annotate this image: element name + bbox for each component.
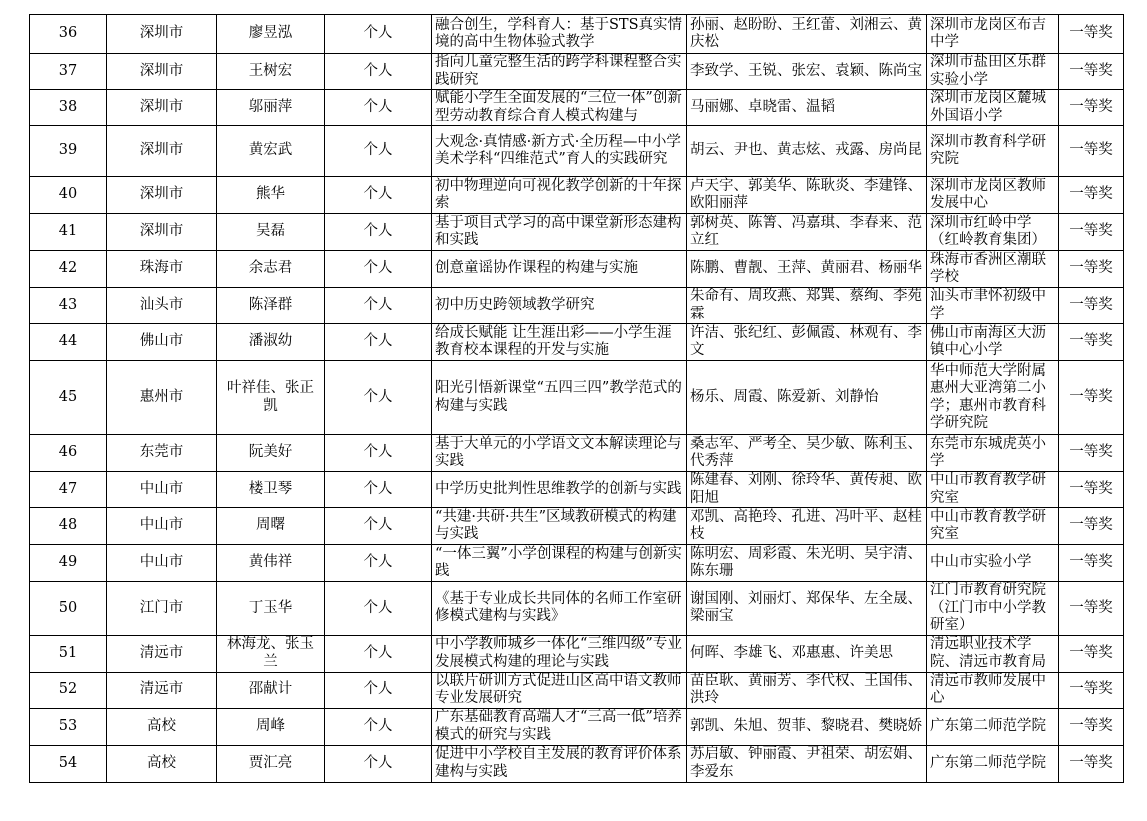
- unit-cell: 汕头市聿怀初级中学: [927, 288, 1059, 324]
- city-cell: 深圳市: [107, 15, 217, 54]
- applicant-cell: 周曙: [217, 508, 325, 545]
- award-cell: 一等奖: [1059, 214, 1124, 251]
- city-cell: 中山市: [107, 472, 217, 508]
- applicant-cell: 陈泽群: [217, 288, 325, 324]
- members-cell: 许洁、张纪红、彭佩霞、林观有、李文: [687, 324, 927, 361]
- unit-cell: 深圳市盐田区乐群实验小学: [927, 54, 1059, 90]
- table-body: [30, 15, 1124, 783]
- applicant-cell: 楼卫琴: [217, 472, 325, 508]
- project-title-cell: 融合创生，学科育人：基于STS真实情境的高中生物体验式教学: [432, 15, 687, 54]
- project-title-cell: 中学历史批判性思维教学的创新与实践: [432, 472, 687, 508]
- award-cell: 一等奖: [1059, 708, 1124, 745]
- city-cell: 江门市: [107, 582, 217, 636]
- table-row: [30, 582, 1124, 636]
- city-cell: 珠海市: [107, 251, 217, 288]
- row-number: 41: [30, 214, 107, 251]
- type-cell: 个人: [325, 288, 432, 324]
- row-number: 39: [30, 126, 107, 177]
- award-cell: 一等奖: [1059, 435, 1124, 472]
- table-row: [30, 177, 1124, 214]
- unit-cell: 广东第二师范学院: [927, 745, 1059, 782]
- members-cell: 陈建春、刘刚、徐玲华、黄传昶、欧阳旭: [687, 472, 927, 508]
- award-cell: 一等奖: [1059, 635, 1124, 672]
- members-cell: 桑志军、严考全、吴少敏、陈利玉、代秀萍: [687, 435, 927, 472]
- award-cell: 一等奖: [1059, 472, 1124, 508]
- award-cell: 一等奖: [1059, 324, 1124, 361]
- unit-cell: 东莞市东城虎英小学: [927, 435, 1059, 472]
- award-cell: 一等奖: [1059, 745, 1124, 782]
- table-row: [30, 708, 1124, 745]
- applicant-cell: 王树宏: [217, 54, 325, 90]
- table-row: [30, 214, 1124, 251]
- row-number: 53: [30, 708, 107, 745]
- type-cell: 个人: [325, 177, 432, 214]
- row-number: 40: [30, 177, 107, 214]
- row-number: 48: [30, 508, 107, 545]
- table-row: [30, 545, 1124, 582]
- city-cell: 清远市: [107, 635, 217, 672]
- applicant-cell: 廖昱泓: [217, 15, 325, 54]
- applicant-cell: 黄伟祥: [217, 545, 325, 582]
- table-row: [30, 472, 1124, 508]
- members-cell: 郭凯、朱旭、贺菲、黎晓君、樊晓娇: [687, 708, 927, 745]
- project-title-cell: 广东基础教育高端人才“三高一低”培养模式的研究与实践: [432, 708, 687, 745]
- unit-cell: 深圳市红岭中学（红岭教育集团）: [927, 214, 1059, 251]
- project-title-cell: 基于项目式学习的高中课堂新形态建构和实践: [432, 214, 687, 251]
- row-number: 54: [30, 745, 107, 782]
- applicant-cell: 叶祥佳、张正凯: [217, 361, 325, 435]
- city-cell: 高校: [107, 745, 217, 782]
- unit-cell: 深圳市龙岗区布吉中学: [927, 15, 1059, 54]
- unit-cell: 江门市教育研究院（江门市中小学教研室）: [927, 582, 1059, 636]
- applicant-cell: 阮美好: [217, 435, 325, 472]
- award-table: [29, 14, 1124, 783]
- award-cell: 一等奖: [1059, 545, 1124, 582]
- table-row: [30, 126, 1124, 177]
- type-cell: 个人: [325, 745, 432, 782]
- applicant-cell: 贾汇亮: [217, 745, 325, 782]
- award-cell: 一等奖: [1059, 361, 1124, 435]
- table-row: [30, 288, 1124, 324]
- type-cell: 个人: [325, 708, 432, 745]
- award-cell: 一等奖: [1059, 126, 1124, 177]
- type-cell: 个人: [325, 361, 432, 435]
- city-cell: 深圳市: [107, 54, 217, 90]
- type-cell: 个人: [325, 251, 432, 288]
- row-number: 42: [30, 251, 107, 288]
- members-cell: 何晖、李雄飞、邓惠惠、许美思: [687, 635, 927, 672]
- members-cell: 胡云、尹也、黄志炫、戎露、房尚昆: [687, 126, 927, 177]
- unit-cell: 清远职业技术学院、清远市教育局: [927, 635, 1059, 672]
- type-cell: 个人: [325, 15, 432, 54]
- applicant-cell: 黄宏武: [217, 126, 325, 177]
- city-cell: 深圳市: [107, 90, 217, 126]
- award-cell: 一等奖: [1059, 508, 1124, 545]
- row-number: 37: [30, 54, 107, 90]
- row-number: 43: [30, 288, 107, 324]
- members-cell: 谢国刚、刘丽灯、郑保华、左全晟、梁丽宝: [687, 582, 927, 636]
- applicant-cell: 丁玉华: [217, 582, 325, 636]
- city-cell: 惠州市: [107, 361, 217, 435]
- city-cell: 汕头市: [107, 288, 217, 324]
- row-number: 45: [30, 361, 107, 435]
- city-cell: 中山市: [107, 508, 217, 545]
- row-number: 46: [30, 435, 107, 472]
- project-title-cell: 《基于专业成长共同体的名师工作室研修模式建构与实践》: [432, 582, 687, 636]
- table-row: [30, 435, 1124, 472]
- unit-cell: 珠海市香洲区潮联学校: [927, 251, 1059, 288]
- unit-cell: 中山市教育教学研究室: [927, 472, 1059, 508]
- members-cell: 马丽娜、卓晓雷、温韬: [687, 90, 927, 126]
- table-row: [30, 15, 1124, 54]
- project-title-cell: 初中历史跨领域教学研究: [432, 288, 687, 324]
- unit-cell: 佛山市南海区大沥镇中心小学: [927, 324, 1059, 361]
- members-cell: 朱命有、周玫燕、郑巽、蔡绚、李苑霖: [687, 288, 927, 324]
- award-cell: 一等奖: [1059, 90, 1124, 126]
- type-cell: 个人: [325, 635, 432, 672]
- row-number: 44: [30, 324, 107, 361]
- award-cell: 一等奖: [1059, 15, 1124, 54]
- row-number: 38: [30, 90, 107, 126]
- row-number: 51: [30, 635, 107, 672]
- award-cell: 一等奖: [1059, 288, 1124, 324]
- table-row: [30, 54, 1124, 90]
- table-row: [30, 672, 1124, 708]
- unit-cell: 深圳市龙岗区麓城外国语小学: [927, 90, 1059, 126]
- applicant-cell: 周峰: [217, 708, 325, 745]
- type-cell: 个人: [325, 435, 432, 472]
- project-title-cell: “共建·共研·共生”区域教研模式的构建与实践: [432, 508, 687, 545]
- table-row: [30, 324, 1124, 361]
- applicant-cell: 潘淑幼: [217, 324, 325, 361]
- row-number: 47: [30, 472, 107, 508]
- project-title-cell: 中小学教师城乡一体化“三维四级”专业发展模式构建的理论与实践: [432, 635, 687, 672]
- unit-cell: 清远市教师发展中心: [927, 672, 1059, 708]
- unit-cell: 深圳市教育科学研究院: [927, 126, 1059, 177]
- row-number: 49: [30, 545, 107, 582]
- unit-cell: 华中师范大学附属惠州大亚湾第二小学；惠州市教育科学研究院: [927, 361, 1059, 435]
- members-cell: 杨乐、周霞、陈爱新、刘静怡: [687, 361, 927, 435]
- project-title-cell: 赋能小学生全面发展的“三位一体”创新型劳动教育综合育人模式构建与: [432, 90, 687, 126]
- applicant-cell: 林海龙、张玉兰: [217, 635, 325, 672]
- table-row: [30, 745, 1124, 782]
- project-title-cell: 基于大单元的小学语文文本解读理论与实践: [432, 435, 687, 472]
- award-cell: 一等奖: [1059, 582, 1124, 636]
- row-number: 52: [30, 672, 107, 708]
- table-row: [30, 361, 1124, 435]
- members-cell: 陈明宏、周彩霞、朱光明、吴宇清、陈东珊: [687, 545, 927, 582]
- type-cell: 个人: [325, 90, 432, 126]
- table-row: [30, 251, 1124, 288]
- applicant-cell: 吴磊: [217, 214, 325, 251]
- city-cell: 深圳市: [107, 177, 217, 214]
- row-number: 36: [30, 15, 107, 54]
- members-cell: 苗臣耿、黄丽芳、李代权、王国伟、洪玲: [687, 672, 927, 708]
- type-cell: 个人: [325, 672, 432, 708]
- project-title-cell: 大观念·真情感·新方式·全历程—中小学美术学科“四维范式”育人的实践研究: [432, 126, 687, 177]
- award-cell: 一等奖: [1059, 672, 1124, 708]
- members-cell: 苏启敏、钟丽霞、尹祖荣、胡宏娟、李爱东: [687, 745, 927, 782]
- type-cell: 个人: [325, 545, 432, 582]
- table-row: [30, 508, 1124, 545]
- project-title-cell: 初中物理逆向可视化教学创新的十年探索: [432, 177, 687, 214]
- type-cell: 个人: [325, 54, 432, 90]
- type-cell: 个人: [325, 582, 432, 636]
- row-number: 50: [30, 582, 107, 636]
- members-cell: 陈鹏、曹靓、王萍、黄丽君、杨丽华: [687, 251, 927, 288]
- members-cell: 邓凯、高艳玲、孔进、冯叶平、赵桂枝: [687, 508, 927, 545]
- applicant-cell: 邬丽萍: [217, 90, 325, 126]
- project-title-cell: 阳光引悟新课堂“五四三四”教学范式的构建与实践: [432, 361, 687, 435]
- table-row: [30, 90, 1124, 126]
- type-cell: 个人: [325, 472, 432, 508]
- city-cell: 清远市: [107, 672, 217, 708]
- city-cell: 中山市: [107, 545, 217, 582]
- city-cell: 东莞市: [107, 435, 217, 472]
- award-cell: 一等奖: [1059, 177, 1124, 214]
- table-row: [30, 635, 1124, 672]
- city-cell: 深圳市: [107, 214, 217, 251]
- type-cell: 个人: [325, 324, 432, 361]
- project-title-cell: 以联片研训方式促进山区高中语文教师专业发展研究: [432, 672, 687, 708]
- project-title-cell: 指向儿童完整生活的跨学科课程整合实践研究: [432, 54, 687, 90]
- unit-cell: 深圳市龙岗区教师发展中心: [927, 177, 1059, 214]
- project-title-cell: “一体三翼”小学创课程的构建与创新实践: [432, 545, 687, 582]
- type-cell: 个人: [325, 214, 432, 251]
- project-title-cell: 给成长赋能 让生涯出彩——小学生涯教育校本课程的开发与实施: [432, 324, 687, 361]
- applicant-cell: 余志君: [217, 251, 325, 288]
- project-title-cell: 促进中小学校自主发展的教育评价体系建构与实践: [432, 745, 687, 782]
- members-cell: 李致学、王锐、张宏、袁颖、陈尚宝: [687, 54, 927, 90]
- award-cell: 一等奖: [1059, 54, 1124, 90]
- project-title-cell: 创意童谣协作课程的构建与实施: [432, 251, 687, 288]
- city-cell: 深圳市: [107, 126, 217, 177]
- city-cell: 高校: [107, 708, 217, 745]
- city-cell: 佛山市: [107, 324, 217, 361]
- award-cell: 一等奖: [1059, 251, 1124, 288]
- unit-cell: 中山市实验小学: [927, 545, 1059, 582]
- type-cell: 个人: [325, 508, 432, 545]
- applicant-cell: 熊华: [217, 177, 325, 214]
- unit-cell: 中山市教育教学研究室: [927, 508, 1059, 545]
- unit-cell: 广东第二师范学院: [927, 708, 1059, 745]
- applicant-cell: 邵献计: [217, 672, 325, 708]
- members-cell: 卢天宇、郭美华、陈耿炎、李建锋、欧阳丽萍: [687, 177, 927, 214]
- members-cell: 郭树英、陈箐、冯嘉琪、李春来、范立红: [687, 214, 927, 251]
- type-cell: 个人: [325, 126, 432, 177]
- members-cell: 孙丽、赵盼盼、王红蕾、刘湘云、黄庆松: [687, 15, 927, 54]
